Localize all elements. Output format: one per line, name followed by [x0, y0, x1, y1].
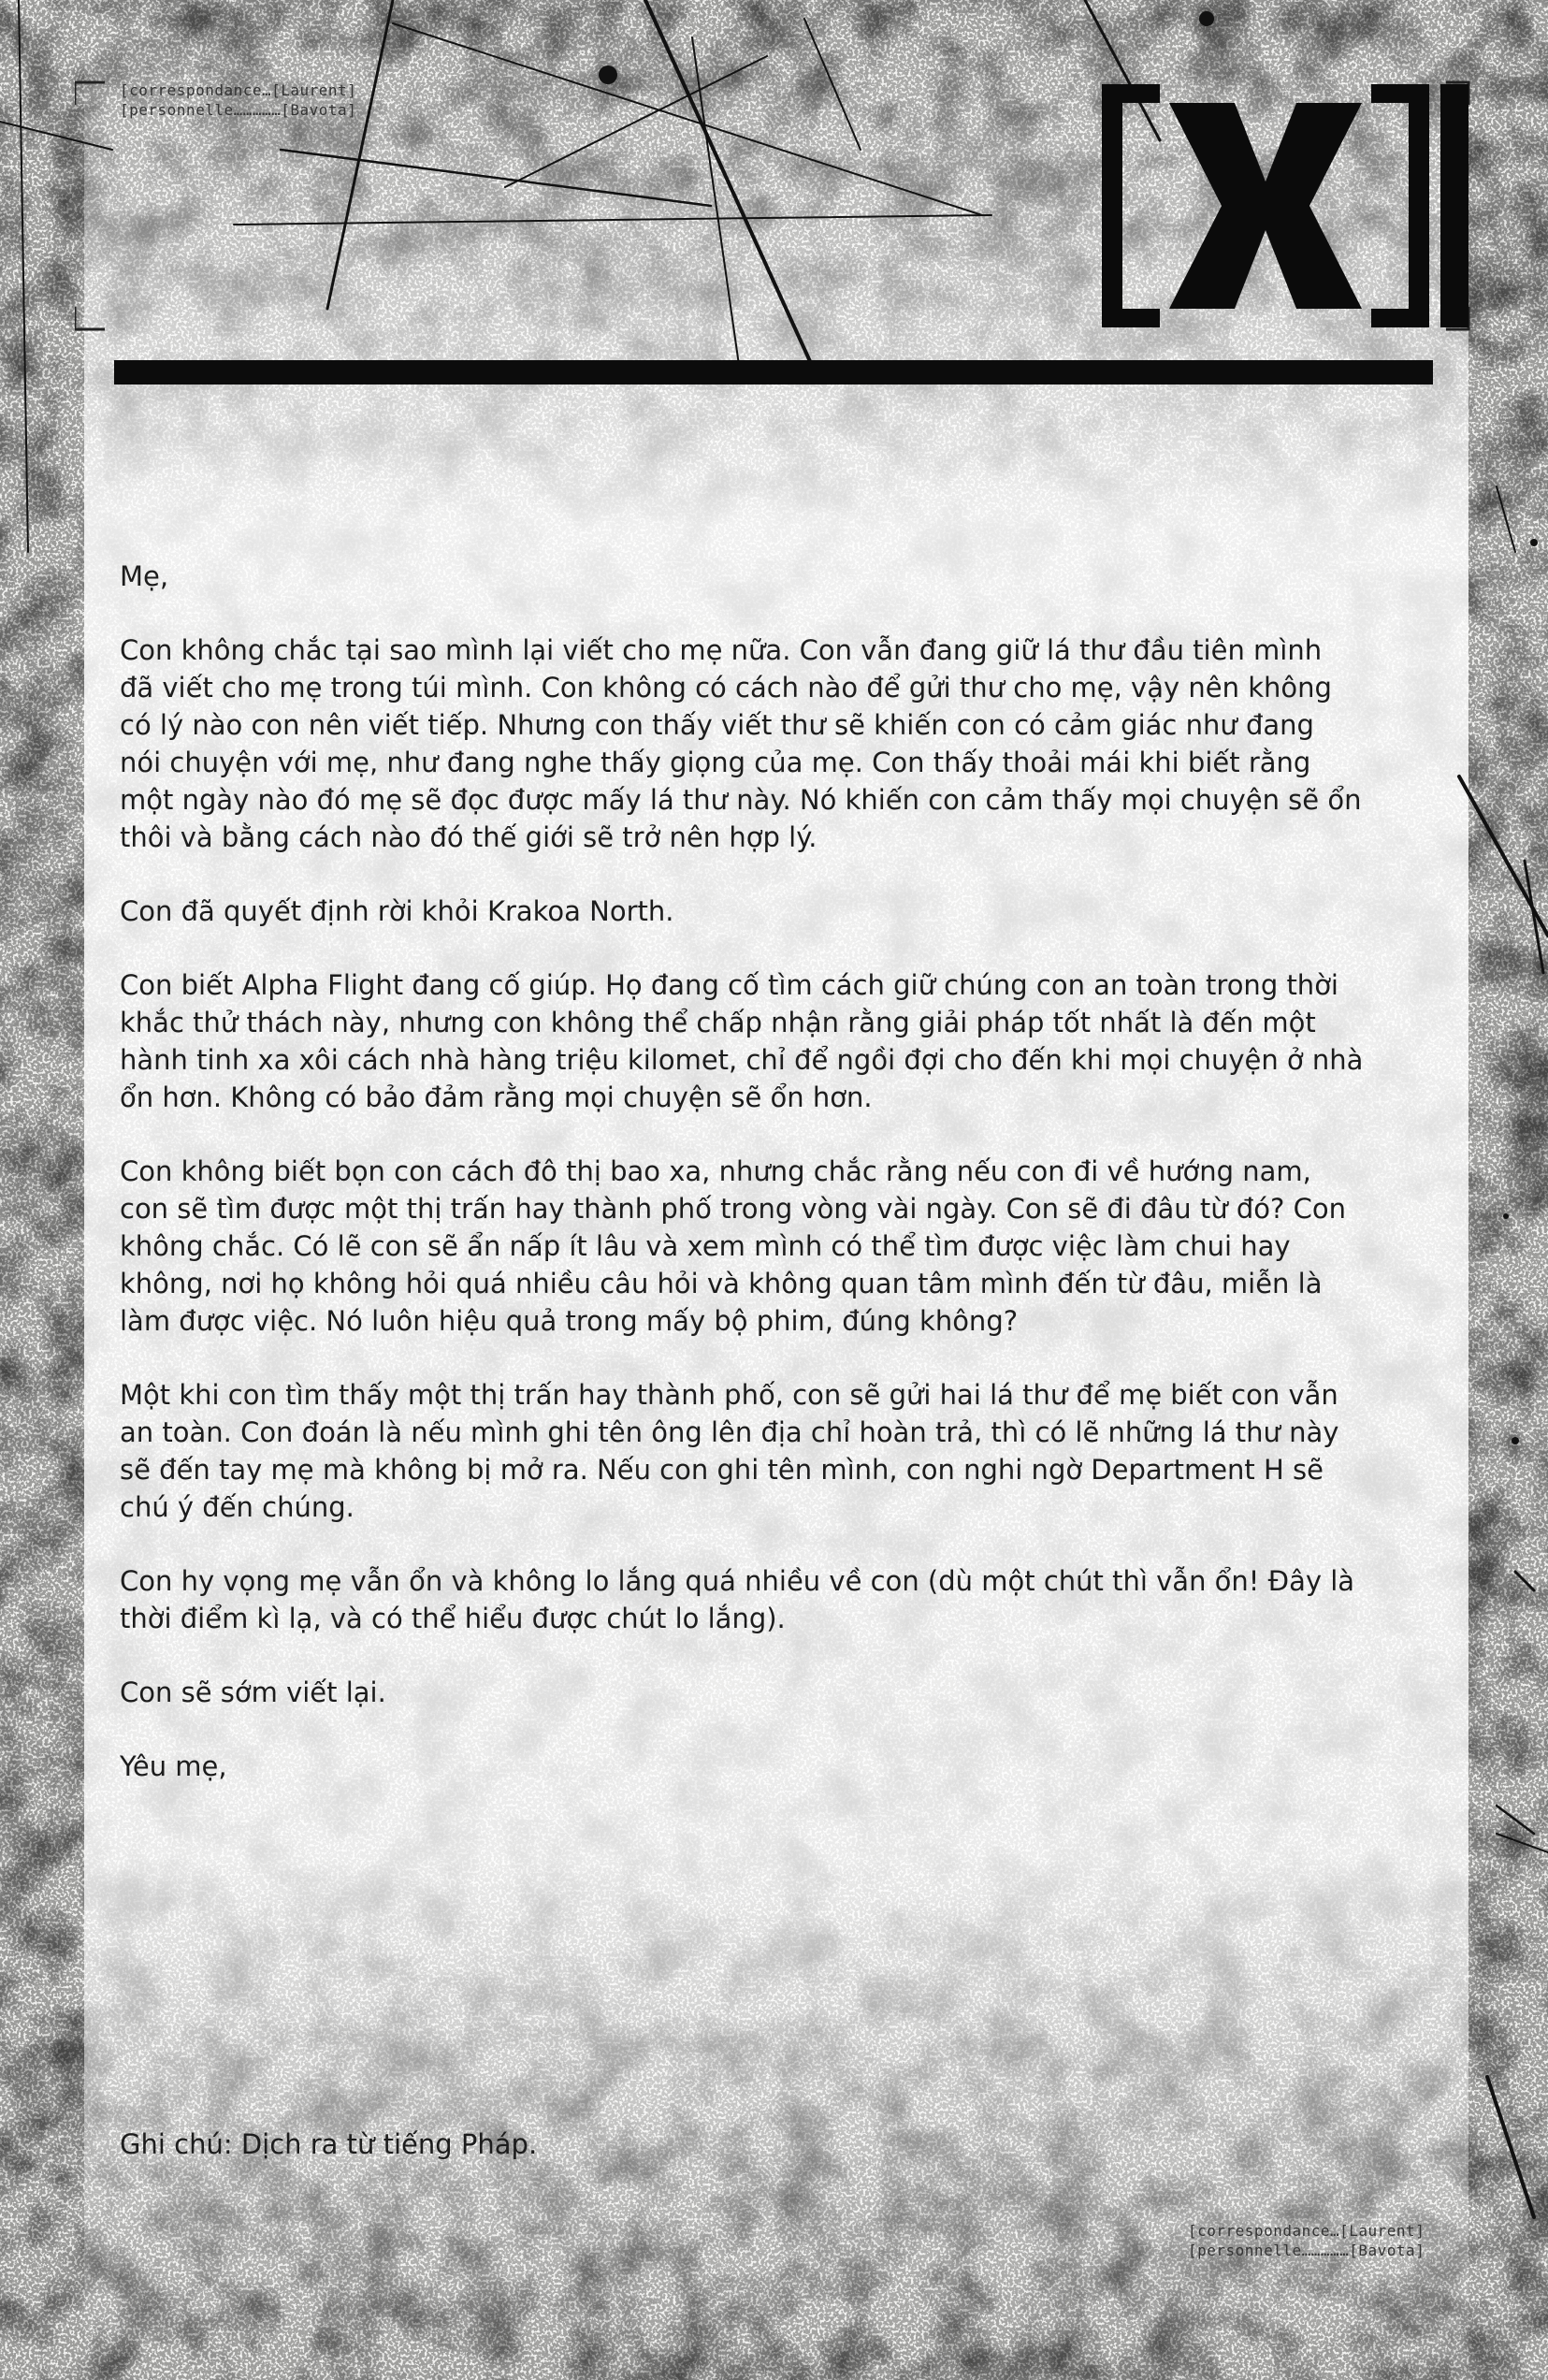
letter-paragraph: Con không chắc tại sao mình lại viết cho mẹ nữa. Con vẫn đang giữ lá thư đầu tiên mình đã viết cho mẹ trong túi mình. Con không có cách nào để gửi thư cho mẹ, vậy nên không có lý nào con nên viết tiếp. Nhưng con thấy viết thư sẽ khiến con có cảm giác như đang nói chuyện với mẹ, như đang nghe thấy giọng của mẹ. Con thấy thoải mái khi biết rằng một ngày nào đó mẹ sẽ đọc được mấy lá thư này. Nó khiến con cảm thấy mọi chuyện sẽ ổn thôi và bằng cách nào đó thế giới sẽ trở nên hợp lý. — [120, 634, 1362, 853]
letter-paragraph: Một khi con tìm thấy một thị trấn hay thành phố, con sẽ gửi hai lá thư để mẹ biết con vẫn an toàn. Con đoán là nếu mình ghi tên ông lên địa chỉ hoàn trả, thì có lẽ những lá thư này sẽ đến tay mẹ mà không bị mở ra. Nếu con ghi tên mình, con nghi ngờ Department H sẽ chú ý đến chúng. — [120, 1379, 1339, 1523]
letter-paragraph: Con không biết bọn con cách đô thị bao xa, nhưng chắc rằng nếu con đi về hướng nam, con sẽ tìm được một thị trấn hay thành phố trong vòng vài ngày. Con sẽ đi đâu từ đó? Con không chắc. Có lẽ con sẽ ẩn nấp ít lâu và xem mình có thể tìm được việc làm chui hay không, nơi họ không hỏi quá nhiều câu hỏi và không quan tâm mình đến từ đâu, miễn là làm được việc. Nó luôn hiệu quả trong mấy bộ phim, đúng không? — [120, 1155, 1346, 1337]
footer-meta-line-2: [personnelle……………[Bavota] — [1188, 2242, 1425, 2259]
translator-note: Ghi chú: Dịch ra từ tiếng Pháp. — [120, 2128, 538, 2160]
x-logo — [1094, 79, 1468, 333]
letter-closing-line: Con sẽ sớm viết lại. — [120, 1676, 386, 1708]
letter-paragraph: Con hy vọng mẹ vẫn ổn và không lo lắng quá nhiều về con (dù một chút thì vẫn ổn! Đây là thời điểm kì lạ, và có thể hiểu được chút lo lắng). — [120, 1565, 1355, 1634]
letter-paragraph: Con biết Alpha Flight đang cố giúp. Họ đang cố tìm cách giữ chúng con an toàn trong thời khắc thử thách này, nhưng con không thể chấp nhận rằng giải pháp tốt nhất là đến một hành tinh xa xôi cách nhà hàng triệu kilomet, chỉ để ngồi đợi cho đến khi mọi chuyện ở nhà ổn hơn. Không có bảo đảm rằng mọi chuyện sẽ ổn hơn. — [120, 969, 1364, 1113]
footer-meta — [1188, 2221, 1425, 2260]
header-meta-line-2: [personnelle……………[Bavota] — [120, 101, 357, 119]
letter-body — [120, 558, 1364, 1785]
letter-greeting: Mẹ, — [120, 560, 169, 592]
header-rule — [114, 360, 1433, 385]
letter-paragraph: Con đã quyết định rời khỏi Krakoa North. — [120, 895, 674, 927]
letter-signoff: Yêu mẹ, — [120, 1750, 227, 1782]
header-meta-line-1: [correspondance…[Laurent] — [120, 81, 357, 99]
footer-meta-line-1: [correspondance…[Laurent] — [1188, 2222, 1425, 2240]
